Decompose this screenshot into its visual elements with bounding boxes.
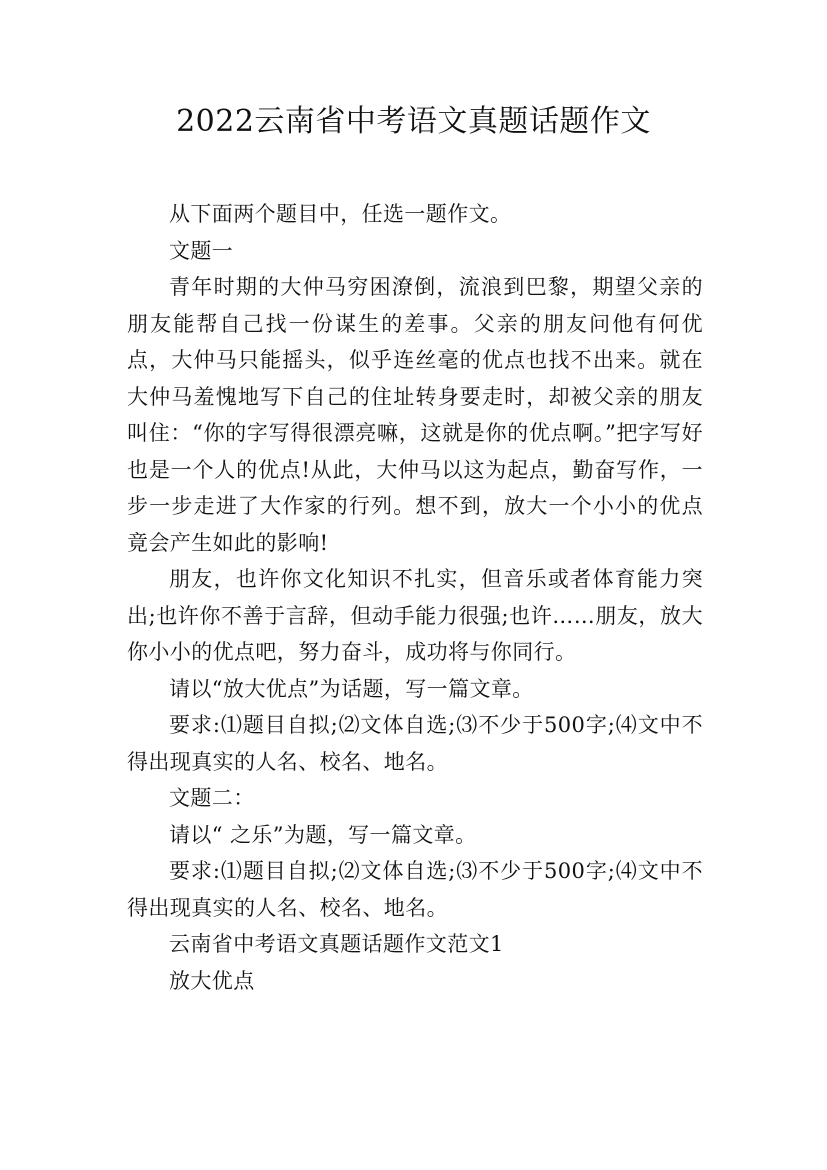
paragraph-topic-two-prompt: 请以“ 之乐”为题，写一篇文章。: [169, 822, 477, 847]
paragraph-topic-one-requirements: 要求:⑴题目自拟;⑵文体自选;⑶不少于500字;⑷文中不得出现真实的人名、校名、地名。: [127, 713, 703, 774]
paragraph-story: 青年时期的大仲马穷困潦倒，流浪到巴黎，期望父亲的朋友能帮自己找一份谋生的差事。父亲的朋友问他有何优点，大仲马只能摇头，似乎连丝毫的优点也找不出来。就在大仲马羞愧地写下自己的住址转身要走时，却被父亲的朋友叫住：“你的字写得很漂亮嘛，这就是你的优点啊。”把字写好也是一个人的优点!从此，大仲马以这为起点，勤奋写作，一步一步走进了大作家的行列。想不到，放大一个小小的优点竟会产生如此的影响!: [127, 275, 703, 555]
document-body: [127, 196, 703, 999]
paragraph-encouragement: 朋友，也许你文化知识不扎实，但音乐或者体育能力突出;也许你不善于言辞，但动手能力很强;也许……朋友，放大你小小的优点吧，努力奋斗，成功将与你同行。: [127, 567, 703, 664]
paragraph-topic-two-heading: 文题二：: [169, 786, 255, 810]
document-title: 2022云南省中考语文真题话题作文: [176, 104, 651, 139]
paragraph-sample-essay-title: 放大优点: [169, 968, 255, 993]
paragraph-topic-one-heading: 文题一: [169, 238, 234, 263]
paragraph-topic-two-requirements: 要求:⑴题目自拟;⑵文体自选;⑶不少于500字;⑷文中不得出现真实的人名、校名、地名。: [127, 859, 703, 920]
paragraph-sample-essay-heading: 云南省中考语文真题话题作文范文1: [169, 932, 504, 956]
paragraph-topic-one-prompt: 请以“放大优点”为话题，写一篇文章。: [169, 676, 534, 701]
paragraph-instruction: 从下面两个题目中，任选一题作文。: [169, 202, 512, 226]
